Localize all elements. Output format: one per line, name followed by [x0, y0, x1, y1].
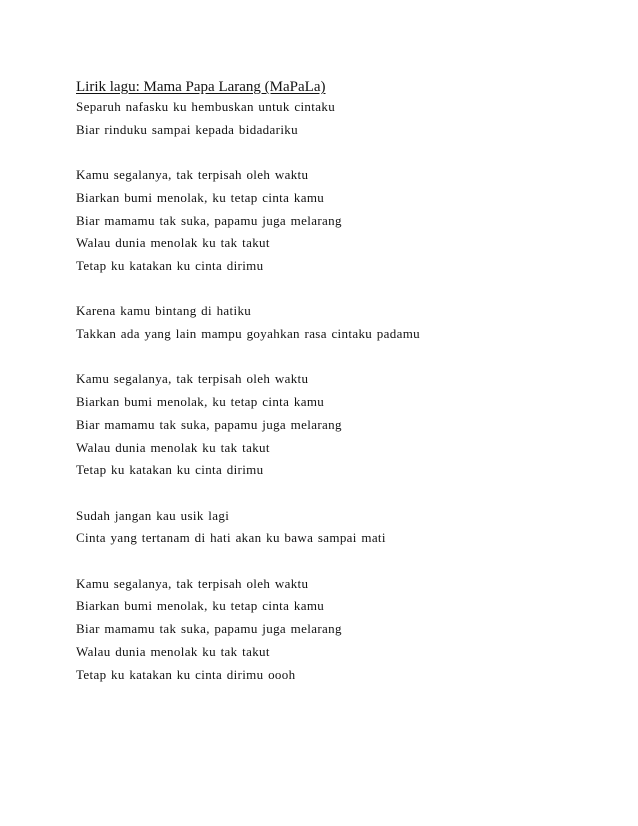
stanza-2 [76, 164, 596, 278]
lyric-line: Walau dunia menolak ku tak takut [76, 643, 270, 659]
lyric-line: Walau dunia menolak ku tak takut [76, 235, 270, 251]
lyric-line: Separuh nafasku ku hembuskan untuk cintaku [76, 99, 336, 114]
lyric-line: Sudah jangan kau usik lagi [76, 507, 230, 523]
lyric-line: Biarkan bumi menolak, ku tetap cinta kamu [76, 189, 325, 205]
lyric-line: Biar mamamu tak suka, papamu juga melarang [76, 416, 342, 432]
lyric-line: Biarkan bumi menolak, ku tetap cinta kamu [76, 394, 325, 410]
stanza-4 [76, 368, 596, 482]
lyric-line: Walau dunia menolak ku tak takut [76, 439, 270, 455]
lyrics-body [76, 78, 596, 686]
stanza-3 [76, 300, 596, 345]
lyric-line: Kamu segalanya, tak terpisah oleh waktu [76, 167, 309, 183]
lyric-line: Kamu segalanya, tak terpisah oleh waktu [76, 371, 309, 387]
lyric-line: Biar mamamu tak suka, papamu juga melarang [76, 621, 342, 637]
lyric-line: Cinta yang tertanam di hati akan ku bawa sampai mati [76, 530, 386, 546]
lyric-line: Kamu segalanya, tak terpisah oleh waktu [76, 575, 309, 591]
lyric-line: Tetap ku katakan ku cinta dirimu [76, 257, 264, 273]
lyric-line: Tetap ku katakan ku cinta dirimu [76, 462, 264, 478]
lyric-line: Biarkan bumi menolak, ku tetap cinta kamu [76, 598, 325, 614]
lyric-line: Karena kamu bintang di hatiku [76, 303, 252, 319]
lyric-line: Biar mamamu tak suka, papamu juga melarang [76, 212, 342, 228]
document-title: Lirik lagu: Mama Papa Larang (MaPaLa) [76, 79, 326, 95]
stanza-5 [76, 505, 596, 550]
lyric-line: Biar rinduku sampai kepada bidadariku [76, 121, 298, 137]
stanza-1 [76, 96, 596, 141]
lyric-line: Tetap ku katakan ku cinta dirimu oooh [76, 666, 296, 682]
stanza-6 [76, 573, 596, 687]
lyric-line: Takkan ada yang lain mampu goyahkan rasa cintaku padamu [76, 326, 421, 341]
